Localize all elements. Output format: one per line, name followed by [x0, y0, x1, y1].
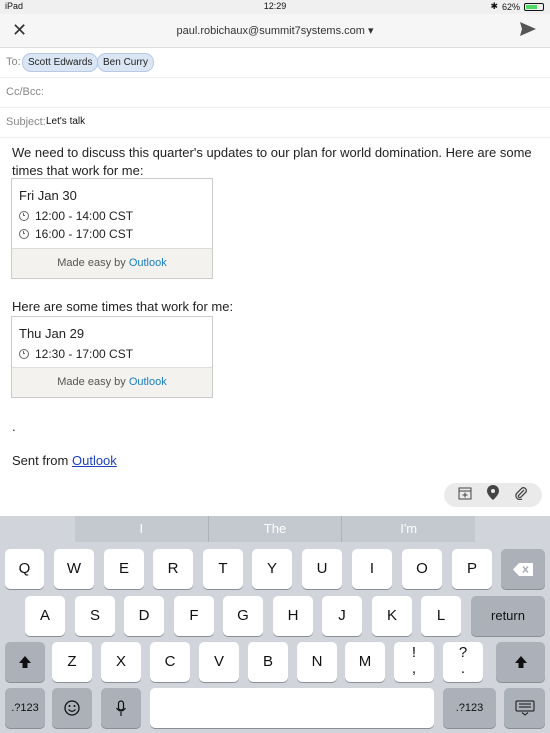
key-exclaim-comma[interactable]: ! ,	[394, 642, 434, 682]
space-bar[interactable]	[150, 688, 434, 728]
subject-field[interactable]	[0, 107, 550, 138]
recipient-chip[interactable]: Ben Curry	[97, 53, 154, 72]
clock-icon	[19, 229, 29, 239]
key-u[interactable]: U	[302, 549, 342, 589]
key-i[interactable]: I	[352, 549, 392, 589]
subject-label: Subject:	[6, 116, 46, 128]
card-date: Fri Jan 30	[19, 188, 77, 203]
microphone-icon	[115, 699, 127, 716]
key-y[interactable]: Y	[252, 549, 292, 589]
shift-icon	[514, 653, 528, 670]
key-f[interactable]: F	[174, 596, 214, 636]
emoji-icon	[64, 699, 80, 716]
key-l[interactable]: L	[421, 596, 461, 636]
numbers-key-right[interactable]: .?123	[443, 688, 496, 728]
battery-percent: 62%	[501, 1, 520, 12]
card-footer: Made easy by Outlook	[12, 248, 212, 278]
suggestion-item[interactable]: I'm	[400, 521, 418, 536]
key-s[interactable]: S	[75, 596, 115, 636]
backspace-key[interactable]	[501, 549, 545, 589]
close-icon[interactable]: ✕	[12, 20, 28, 40]
battery-icon	[524, 3, 544, 11]
key-x[interactable]: X	[101, 642, 141, 682]
shift-key-right[interactable]	[496, 642, 545, 682]
shift-icon	[18, 653, 32, 670]
dictation-key[interactable]	[101, 688, 141, 728]
location-pin-icon[interactable]	[487, 485, 499, 505]
key-g[interactable]: G	[223, 596, 263, 636]
keyboard-hide-icon	[515, 699, 535, 716]
clock-icon	[19, 211, 29, 221]
bluetooth-icon: ✱	[490, 1, 498, 11]
backspace-icon	[513, 560, 533, 577]
card-date: Thu Jan 29	[19, 326, 85, 341]
outlook-signature-link[interactable]: Outlook	[71, 453, 117, 468]
subject-value[interactable]: Let's talk	[46, 116, 86, 127]
suggestion-item[interactable]: I	[75, 516, 209, 542]
key-n[interactable]: N	[297, 642, 337, 682]
key-h[interactable]: H	[273, 596, 313, 636]
key-question-period[interactable]: ? .	[443, 642, 483, 682]
cc-bcc-field[interactable]	[0, 77, 550, 108]
status-bar	[0, 0, 550, 14]
key-a[interactable]: A	[25, 596, 65, 636]
send-icon[interactable]	[520, 22, 536, 41]
hide-keyboard-key[interactable]	[504, 688, 545, 728]
time-slot[interactable]: 12:30 - 17:00 CST	[19, 347, 133, 361]
to-field[interactable]	[0, 47, 550, 78]
availability-card[interactable]	[11, 316, 213, 398]
keyboard	[0, 516, 550, 733]
body-intro[interactable]: We need to discuss this quarter's updates to our plan for world domination. Here are some times that work for me:	[12, 145, 532, 178]
clock-time: 12:29	[263, 1, 287, 11]
key-b[interactable]: B	[248, 642, 288, 682]
calendar-add-icon[interactable]	[458, 486, 472, 505]
attachment-toolbar	[444, 483, 542, 507]
key-r[interactable]: R	[153, 549, 193, 589]
to-label: To:	[6, 56, 21, 68]
recipient-chip[interactable]: Scott Edwards	[22, 53, 98, 72]
key-e[interactable]: E	[104, 549, 144, 589]
key-d[interactable]: D	[124, 596, 164, 636]
time-slot[interactable]: 16:00 - 17:00 CST	[19, 227, 133, 241]
key-v[interactable]: V	[199, 642, 239, 682]
key-c[interactable]: C	[150, 642, 190, 682]
key-m[interactable]: M	[345, 642, 385, 682]
cc-bcc-label: Cc/Bcc:	[6, 86, 44, 98]
key-p[interactable]: P	[452, 549, 492, 589]
time-slot[interactable]: 12:00 - 14:00 CST	[19, 209, 133, 223]
emoji-key[interactable]	[52, 688, 92, 728]
suggestion-bar	[75, 516, 475, 542]
key-o[interactable]: O	[402, 549, 442, 589]
card-footer: Made easy by Outlook	[12, 367, 212, 397]
compose-header	[0, 14, 550, 48]
numbers-key[interactable]: .?123	[5, 688, 45, 728]
return-key[interactable]: return	[471, 596, 545, 636]
key-k[interactable]: K	[372, 596, 412, 636]
availability-card[interactable]	[11, 178, 213, 279]
shift-key[interactable]	[5, 642, 45, 682]
key-j[interactable]: J	[322, 596, 362, 636]
signature: Sent from Outlook	[12, 453, 117, 468]
key-z[interactable]: Z	[52, 642, 92, 682]
clock-icon	[19, 349, 29, 359]
body-dot: .	[12, 419, 16, 434]
key-t[interactable]: T	[203, 549, 243, 589]
key-w[interactable]: W	[54, 549, 94, 589]
from-account-selector[interactable]: paul.robichaux@summit7systems.com ▾	[176, 25, 374, 37]
outlook-link[interactable]: Outlook	[128, 257, 167, 269]
body-second-intro[interactable]: Here are some times that work for me:	[12, 299, 234, 314]
suggestion-item[interactable]: The	[209, 516, 343, 542]
device-label: iPad	[5, 1, 24, 11]
outlook-link[interactable]: Outlook	[128, 376, 167, 388]
key-q[interactable]: Q	[5, 549, 44, 589]
paperclip-icon[interactable]	[514, 486, 528, 505]
